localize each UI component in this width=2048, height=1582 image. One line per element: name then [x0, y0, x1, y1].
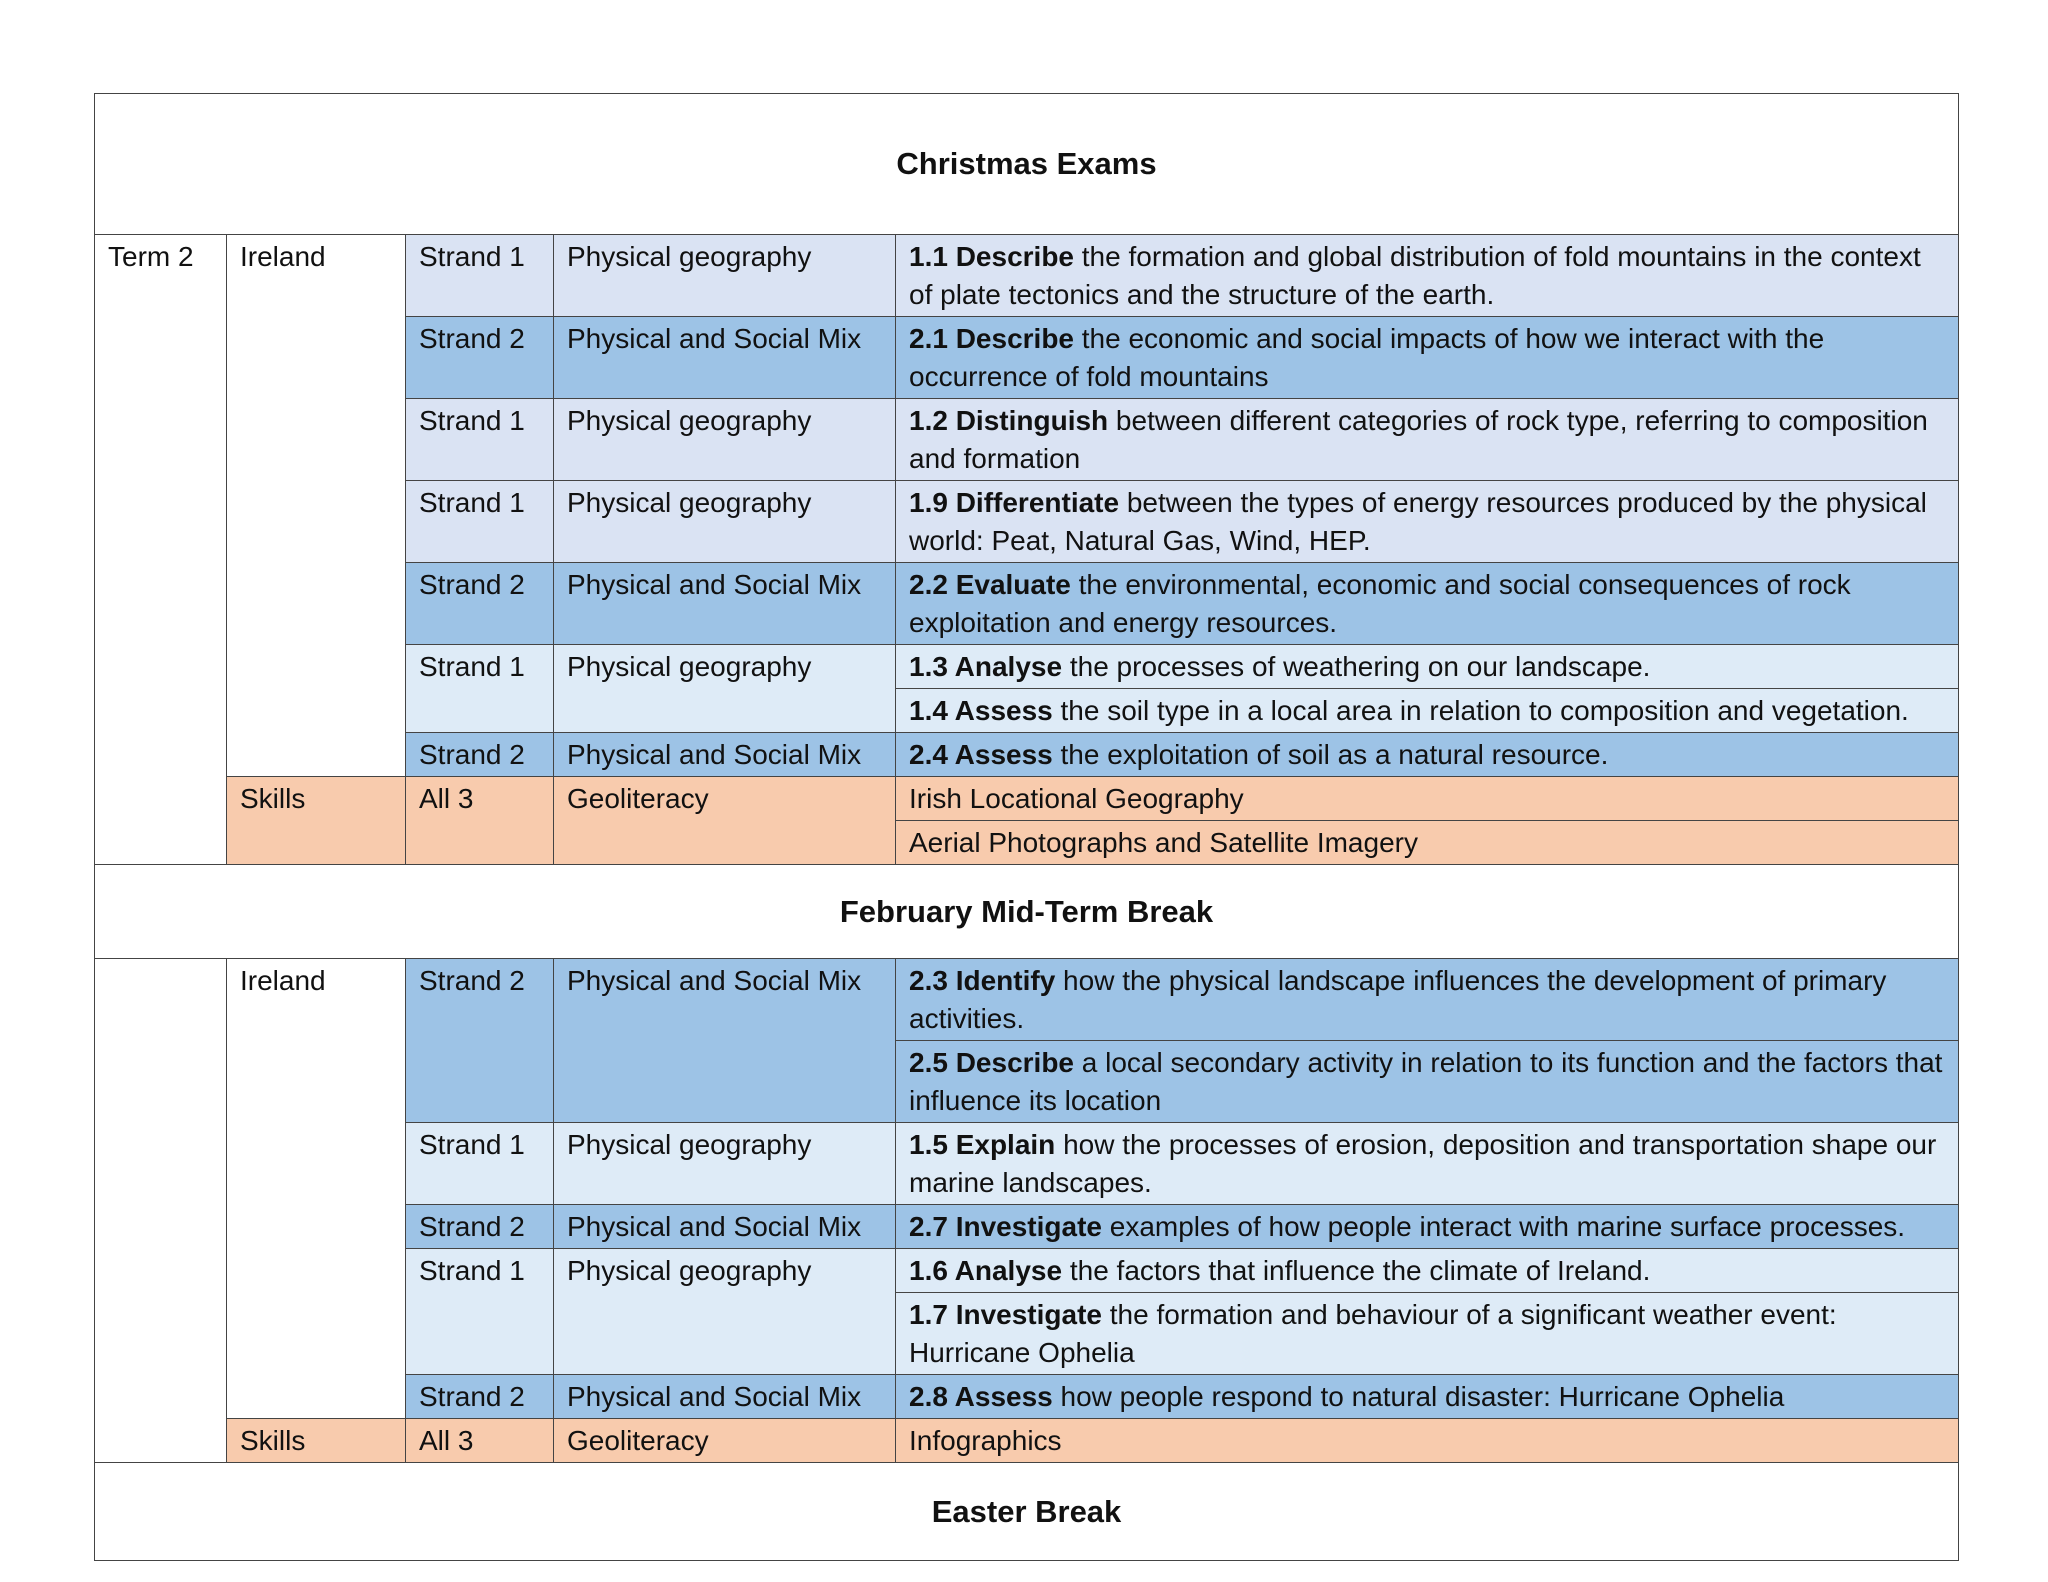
outcome-text: the processes of weathering on our landscape.: [1062, 651, 1651, 682]
outcome-cell: [896, 563, 1959, 645]
outcome-cell: [896, 317, 1959, 399]
strand-cell: All 3: [406, 777, 554, 865]
outcome-code: 2.1 Describe: [909, 323, 1074, 354]
table-row: [95, 959, 1959, 1041]
term-label: Term 2: [95, 235, 227, 865]
outcome-text: the factors that influence the climate of Ireland.: [1062, 1255, 1651, 1286]
theme-cell: Physical geography: [554, 1123, 896, 1205]
outcome-code: 1.7 Investigate: [909, 1299, 1102, 1330]
term-label-empty: [95, 959, 227, 1463]
outcome-code: 2.7 Investigate: [909, 1211, 1102, 1242]
outcome-code: 1.3 Analyse: [909, 651, 1063, 682]
skill-item: Irish Locational Geography: [896, 777, 1959, 821]
strand-cell: Strand 2: [406, 733, 554, 777]
theme-cell: Physical geography: [554, 481, 896, 563]
strand-cell: Strand 1: [406, 645, 554, 733]
outcome-cell: [896, 645, 1959, 689]
outcome-cell: [896, 1293, 1959, 1375]
skill-item: Aerial Photographs and Satellite Imagery: [896, 821, 1959, 865]
outcome-cell: [896, 689, 1959, 733]
theme-cell: Physical geography: [554, 1249, 896, 1375]
outcome-code: 1.6 Analyse: [909, 1255, 1063, 1286]
strand-cell: Strand 2: [406, 959, 554, 1123]
theme-cell: Physical geography: [554, 645, 896, 733]
strand-cell: All 3: [406, 1419, 554, 1463]
section-header-row: [95, 865, 1959, 959]
table-row: [95, 235, 1959, 317]
outcome-code: 2.4 Assess: [909, 739, 1053, 770]
outcome-code: 1.4 Assess: [909, 695, 1053, 726]
outcome-text: how people respond to natural disaster: Hurricane Ophelia: [1052, 1381, 1785, 1412]
outcome-text: the formation and global distribution of fold mountains in the context of plate tectonics and the structure of the earth.: [909, 241, 1921, 310]
theme-cell: Physical geography: [554, 235, 896, 317]
outcome-cell: [896, 1205, 1959, 1249]
strand-cell: Strand 1: [406, 399, 554, 481]
outcome-text: between different categories of rock type, referring to composition and formation: [909, 405, 1928, 474]
topic-cell: Ireland: [227, 959, 406, 1419]
skills-row: [95, 1419, 1959, 1463]
outcome-code: 2.3 Identify: [909, 965, 1056, 996]
outcome-cell: [896, 1249, 1959, 1293]
outcome-cell: [896, 235, 1959, 317]
theme-cell: Geoliteracy: [554, 1419, 896, 1463]
skill-item: Infographics: [896, 1419, 1959, 1463]
strand-cell: Strand 2: [406, 1205, 554, 1249]
outcome-cell: [896, 481, 1959, 563]
outcome-text: the exploitation of soil as a natural resource.: [1052, 739, 1609, 770]
outcome-text: examples of how people interact with marine surface processes.: [1101, 1211, 1906, 1242]
strand-cell: Strand 1: [406, 1123, 554, 1205]
section-header-christmas: Christmas Exams: [95, 94, 1959, 235]
outcome-code: 1.5 Explain: [909, 1129, 1056, 1160]
section-header-easter: Easter Break: [95, 1463, 1959, 1561]
outcome-code: 2.8 Assess: [909, 1381, 1053, 1412]
skills-label: Skills: [227, 1419, 406, 1463]
outcome-code: 2.2 Evaluate: [909, 569, 1071, 600]
term-plan-table: [94, 93, 1959, 1561]
outcome-code: 2.5 Describe: [909, 1047, 1074, 1078]
outcome-text: the formation and behaviour of a significant weather event: Hurricane Ophelia: [909, 1299, 1837, 1368]
outcome-text: how the processes of erosion, deposition and transportation shape our marine landscapes.: [909, 1129, 1937, 1198]
strand-cell: Strand 1: [406, 235, 554, 317]
outcome-cell: [896, 399, 1959, 481]
theme-cell: Physical and Social Mix: [554, 1375, 896, 1419]
section-header-row: [95, 94, 1959, 235]
strand-cell: Strand 1: [406, 1249, 554, 1375]
strand-cell: Strand 2: [406, 1375, 554, 1419]
skills-row: [95, 777, 1959, 821]
outcome-cell: [896, 733, 1959, 777]
strand-cell: Strand 1: [406, 481, 554, 563]
outcome-text: the economic and social impacts of how we interact with the occurrence of fold mountains: [909, 323, 1825, 392]
skills-label: Skills: [227, 777, 406, 865]
topic-cell: Ireland: [227, 235, 406, 777]
outcome-cell: [896, 1375, 1959, 1419]
strand-cell: Strand 2: [406, 563, 554, 645]
section-header-february: February Mid-Term Break: [95, 865, 1959, 959]
outcome-cell: [896, 1041, 1959, 1123]
theme-cell: Physical and Social Mix: [554, 733, 896, 777]
theme-cell: Physical and Social Mix: [554, 1205, 896, 1249]
outcome-cell: [896, 959, 1959, 1041]
theme-cell: Physical and Social Mix: [554, 317, 896, 399]
strand-cell: Strand 2: [406, 317, 554, 399]
theme-cell: Physical and Social Mix: [554, 959, 896, 1123]
outcome-text: a local secondary activity in relation to its function and the factors that influence its location: [909, 1047, 1943, 1116]
outcome-text: between the types of energy resources produced by the physical world: Peat, Natural Gas, Wind, HEP.: [909, 487, 1927, 556]
outcome-code: 1.2 Distinguish: [909, 405, 1109, 436]
outcome-code: 1.1 Describe: [909, 241, 1074, 272]
outcome-code: 1.9 Differentiate: [909, 487, 1120, 518]
outcome-cell: [896, 1123, 1959, 1205]
theme-cell: Physical and Social Mix: [554, 563, 896, 645]
outcome-text: the soil type in a local area in relation to composition and vegetation.: [1052, 695, 1909, 726]
section-header-row: [95, 1463, 1959, 1561]
theme-cell: Geoliteracy: [554, 777, 896, 865]
theme-cell: Physical geography: [554, 399, 896, 481]
outcome-text: the environmental, economic and social consequences of rock exploitation and energy resources.: [909, 569, 1851, 638]
outcome-text: how the physical landscape influences the development of primary activities.: [909, 965, 1887, 1034]
